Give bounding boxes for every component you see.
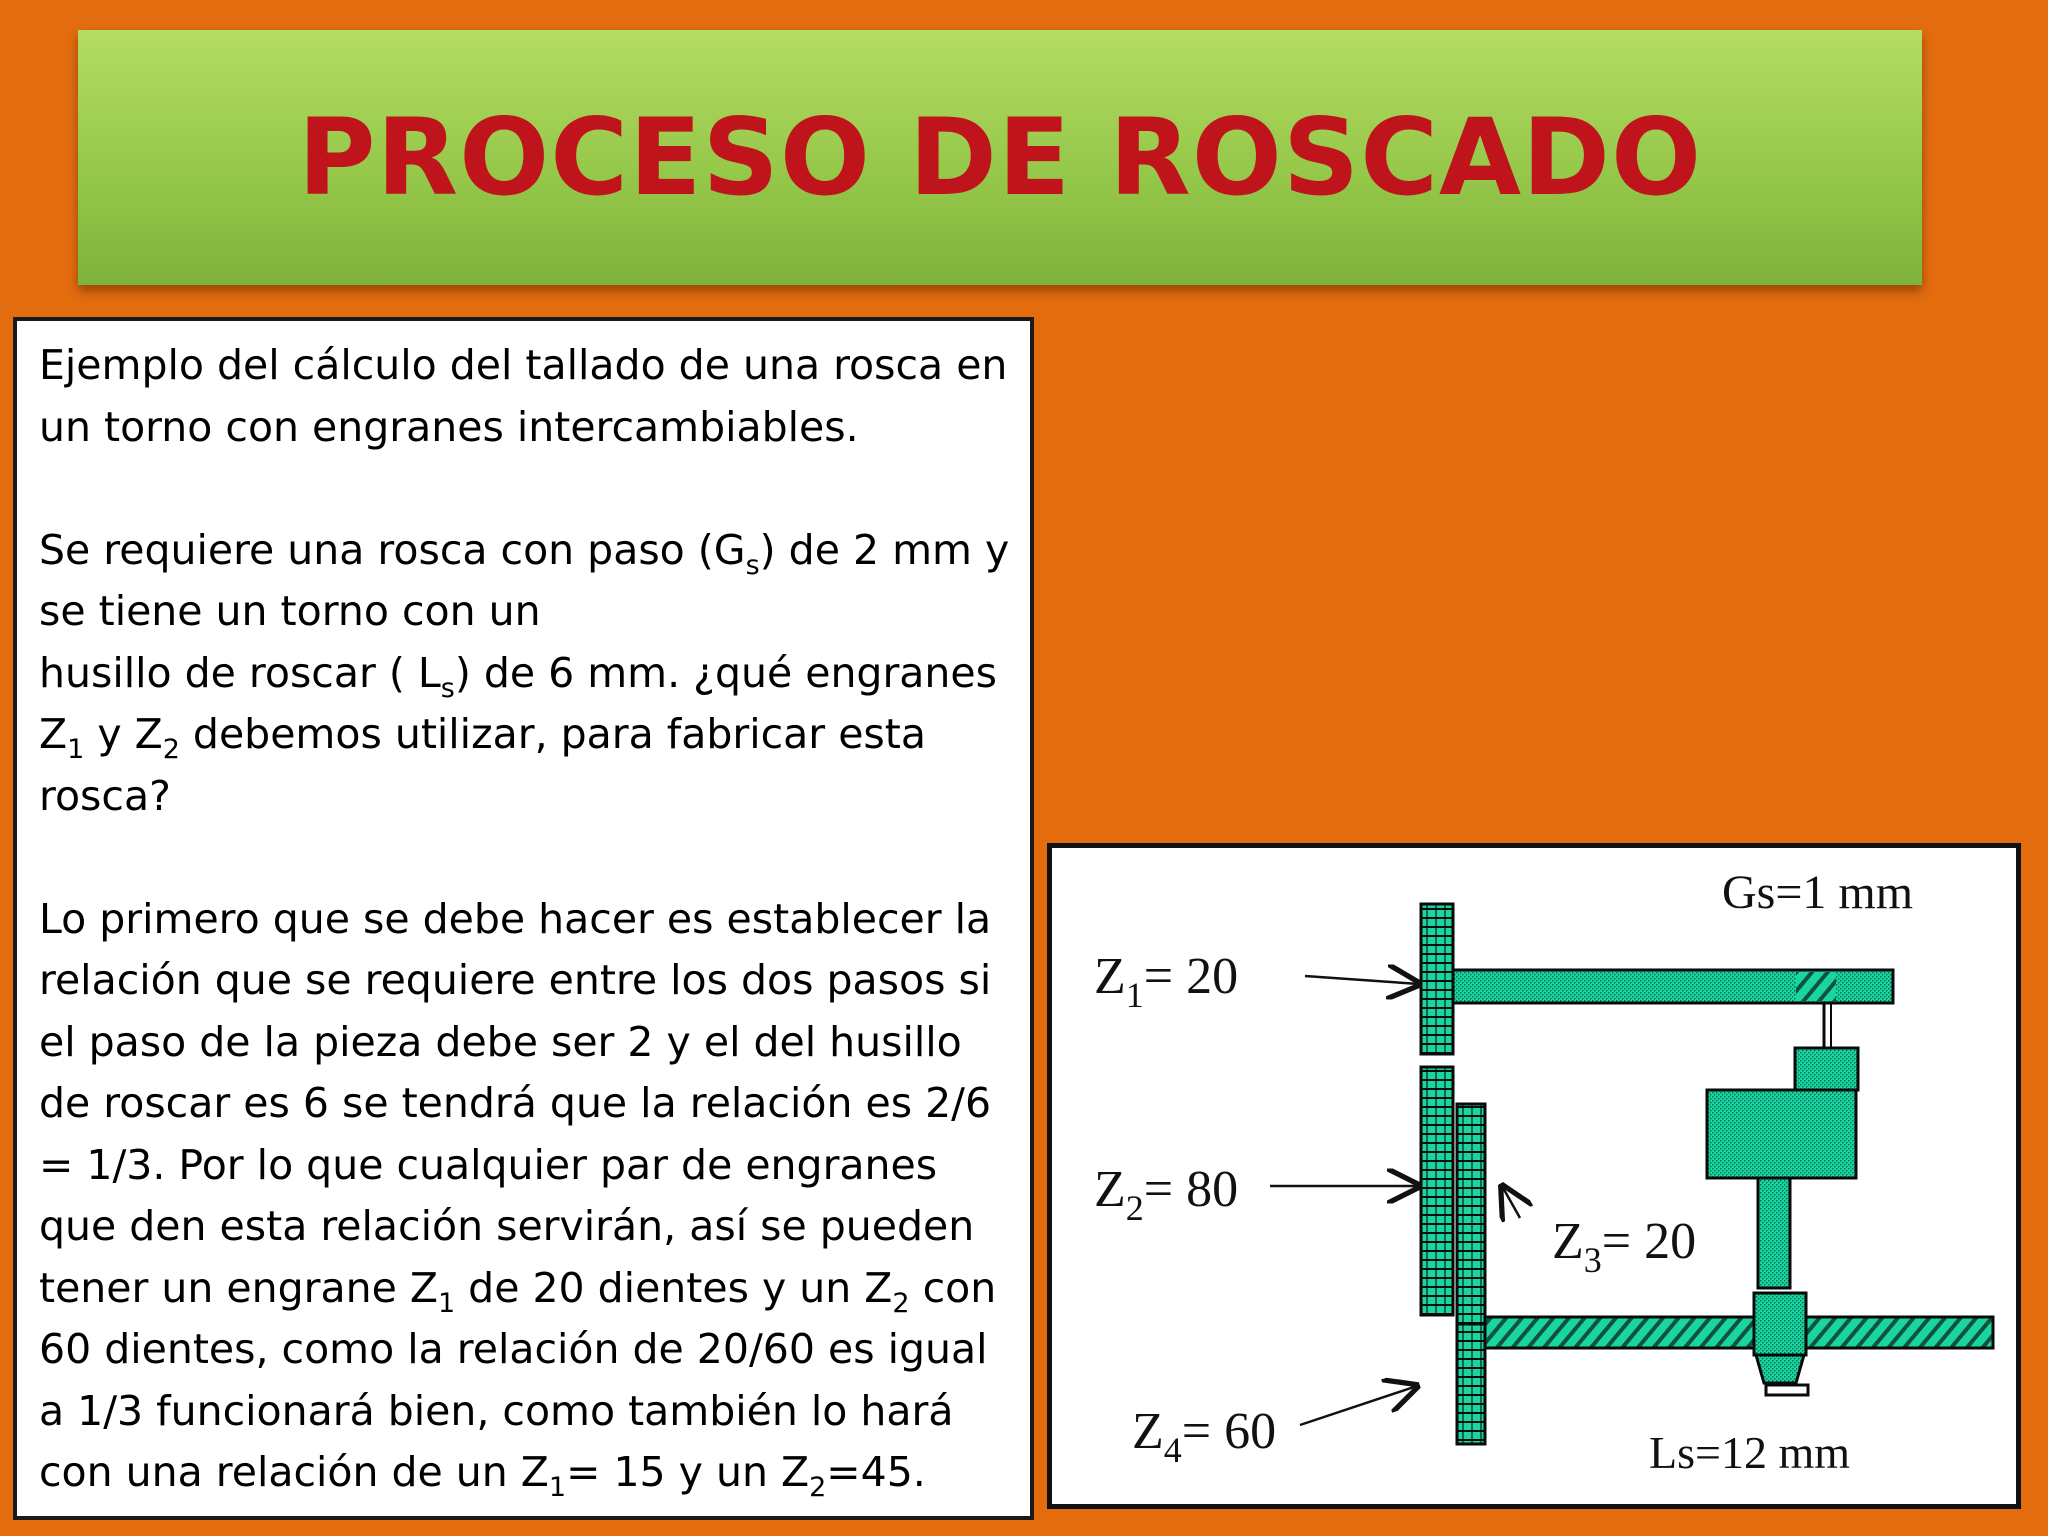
z-sub: 2 [1125,1188,1144,1228]
z-value: = 80 [1143,1161,1239,1218]
subscript: 2 [809,1472,827,1503]
carriage-column [1758,1178,1790,1288]
lead-screw [1485,1317,1993,1348]
label-z1 [1094,948,1238,1015]
label-z3 [1552,1213,1696,1280]
workpiece-thread-zone [1796,972,1836,1001]
text-run: =45. [826,1448,926,1496]
z-value: = 60 [1181,1403,1277,1460]
z-letter: Z [1094,948,1126,1005]
z-letter: Z [1132,1403,1164,1460]
subscript: s [440,672,455,704]
explanation-text-box [13,317,1034,1520]
z-sub: 1 [1125,975,1144,1015]
text-run: con 60 dientes, como la relación de 20/60 es igual a 1/3 funcionará bien, como también lo hará con una relación de un Z [39,1263,997,1496]
title-banner [78,30,1922,285]
z-sub: 3 [1583,1240,1602,1280]
slide-title: PROCESO DE ROSCADO [297,96,1703,219]
gear-z3 [1457,1104,1485,1324]
solution-paragraph [39,889,1012,1504]
text-run: ) de 2 mm y se tiene un torno con un [39,525,1010,635]
gear-train-diagram [1047,843,2021,1509]
text-run: = 15 y un Z [566,1448,810,1496]
z-value: = 20 [1601,1213,1697,1270]
text-run: Se requiere una rosca con paso (G [39,525,746,574]
z-sub: 4 [1163,1430,1182,1470]
arrow-z3 [1502,1186,1520,1218]
text-run: debemos utilizar, para fabricar esta rosca? [39,710,926,820]
label-ls: Ls=12 mm [1649,1427,1851,1478]
text-run: ) de 6 mm. ¿qué engranes Z [39,648,998,758]
gear-z1 [1421,904,1453,1054]
z-value: = 20 [1143,948,1239,1005]
problem-paragraph [39,520,1012,828]
carriage-block [1707,1090,1856,1178]
arrow-z1 [1305,976,1419,984]
nut-base [1766,1385,1808,1395]
text-run: Lo primero que se debe hacer es establecer la relación que se requiere entre los dos pasos si el paso de la pieza debe ser 2 y el del husillo de roscar es 6 se tendrá que la relación es 2/6 = 1/3. Por lo que cualquier par de engranes que den esta relación servirán, así se pueden tener un engrane Z [39,894,992,1312]
gear-z2 [1421,1067,1453,1315]
subscript: s [745,549,760,581]
lead-screw-nut [1754,1293,1806,1355]
z-letter: Z [1552,1213,1584,1270]
nut-bottom [1756,1355,1804,1383]
label-z4 [1132,1403,1276,1470]
text-run: y Z [84,710,163,758]
gear-z4 [1457,1324,1485,1444]
text-run: husillo de roscar ( L [39,648,441,697]
subscript: 1 [548,1472,567,1503]
intro-paragraph: Ejemplo del cálculo del tallado de una rosca en un torno con engranes intercambiables. [39,341,1008,451]
subscript: 1 [67,734,85,765]
label-gs: Gs=1 mm [1722,866,1914,919]
label-z2 [1094,1161,1238,1228]
tool-holder-top [1795,1048,1858,1090]
subscript: 1 [437,1287,456,1319]
subscript: 2 [892,1287,910,1319]
text-run: de 20 dientes y un Z [455,1263,893,1312]
z-letter: Z [1094,1161,1126,1218]
subscript: 2 [162,734,180,765]
arrow-z4 [1300,1386,1417,1425]
gear-train-svg [1052,848,2016,1504]
